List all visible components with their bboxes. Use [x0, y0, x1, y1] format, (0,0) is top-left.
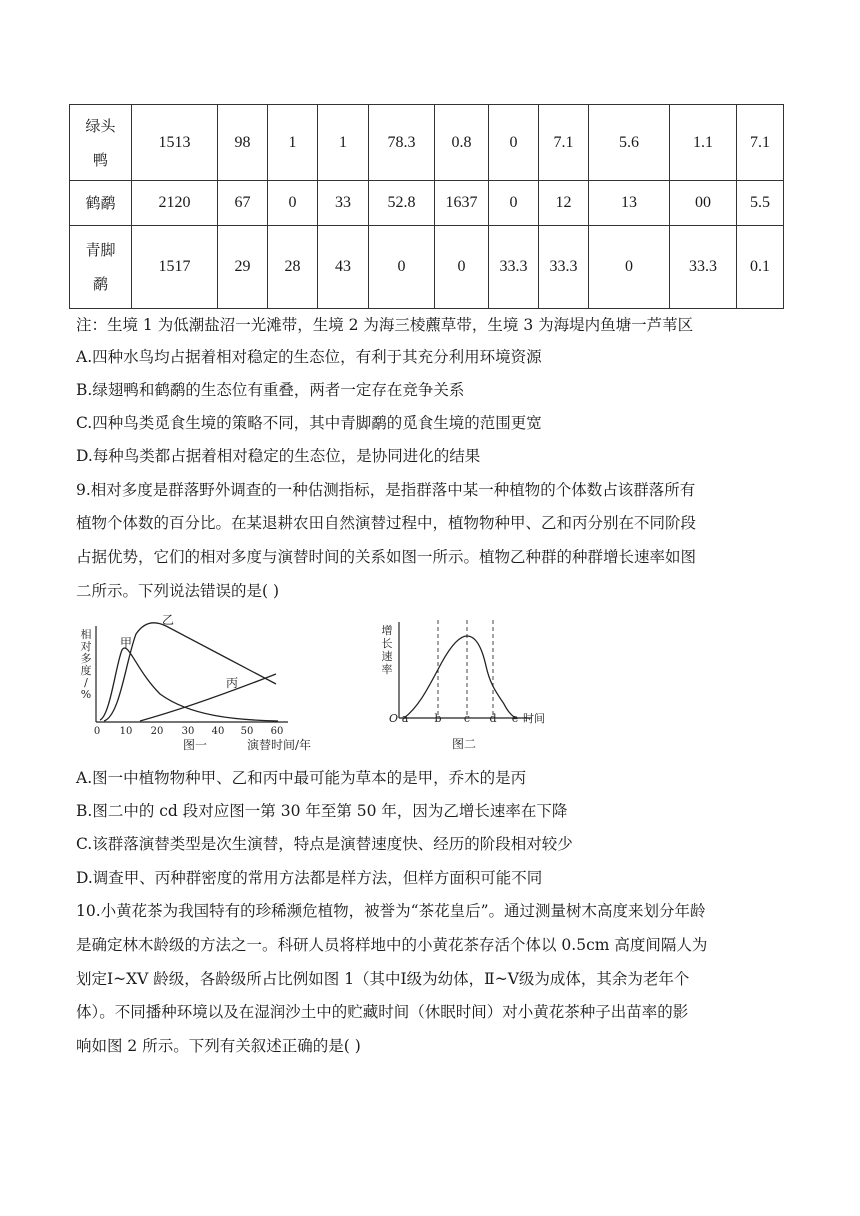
table-row [70, 181, 784, 226]
x-tick-label: e [511, 712, 519, 725]
table-cell: 67 [218, 181, 268, 226]
q9-option-b: B.图二中的 cd 段对应图一第 30 年至第 50 年，因为乙增长速率在下降 [76, 802, 568, 820]
table-cell: 1 [318, 105, 369, 181]
x-tick-label: 50 [240, 726, 254, 737]
q10-stem-line: 响如图 2 所示。下列有关叙述正确的是( ) [76, 1037, 361, 1055]
table-cell: 52.8 [369, 181, 435, 226]
q8-option-d: D.每种鸟类都占据着相对稳定的生态位，是协同进化的结果 [76, 447, 481, 465]
origin-label: O [389, 712, 399, 725]
label-yi: 乙 [162, 613, 175, 627]
q8-option-b: B.绿翅鸭和鹤鹬的生态位有重叠，两者一定存在竞争关系 [76, 381, 465, 399]
x-tick-label: 60 [270, 726, 284, 737]
svg-text:长: 长 [381, 637, 393, 650]
x-tick-label: 0 [93, 726, 101, 737]
table-cell: 1.1 [670, 105, 737, 181]
q8-option-a: A.四种水鸟均占据着相对稳定的生态位，有利于其充分利用环境资源 [76, 348, 542, 366]
x-tick-label: c [463, 712, 471, 725]
figure-2-growth-rate-graph [372, 614, 562, 758]
x-tick-label: 40 [211, 726, 225, 737]
svg-text:/: / [84, 676, 88, 689]
table-cell: 98 [218, 105, 268, 181]
bird-data-table [69, 104, 784, 309]
table-cell: 33.3 [539, 226, 589, 309]
table-cell: 1517 [132, 226, 218, 309]
q9-option-c: C.该群落演替类型是次生演替，特点是演替速度快、经历的阶段相对较少 [76, 835, 573, 853]
x-tick-label: d [489, 712, 497, 725]
growth-rate-curve [404, 636, 516, 718]
table-cell: 78.3 [369, 105, 435, 181]
table-cell: 绿头 鸭 [70, 105, 132, 181]
table-cell: 0 [435, 226, 489, 309]
svg-text:对: 对 [80, 640, 92, 653]
table-cell: 5.6 [589, 105, 670, 181]
q10-stem-line: 10.小黄花茶为我国特有的珍稀濒危植物，被誉为“茶花皇后”。通过测量树木高度来划分年龄 [76, 902, 706, 920]
svg-text:增: 增 [381, 624, 393, 637]
table-cell: 7.1 [539, 105, 589, 181]
q9-stem-line: 植物个体数的百分比。在某退耕农田自然演替过程中，植物物种甲、乙和丙分别在不同阶段 [76, 514, 697, 532]
q8-option-c: C.四种鸟类觅食生境的策略不同，其中青脚鹬的觅食生境的范围更宽 [76, 414, 542, 432]
x-tick-label: 10 [119, 726, 133, 737]
x-tick-label: 30 [181, 726, 195, 737]
table-cell: 7.1 [737, 105, 784, 181]
figure-2-y-label [382, 624, 393, 676]
table-cell: 青脚 鹬 [70, 226, 132, 309]
q9-stem-line: 二所示。下列说法错误的是( ) [76, 582, 280, 600]
figure-2-guide-lines [438, 620, 493, 718]
label-bing: 丙 [226, 676, 239, 690]
table-cell: 33.3 [489, 226, 539, 309]
table-cell: 0.1 [737, 226, 784, 309]
table-cell: 33 [318, 181, 369, 226]
q9-stem-line: 占据优势，它们的相对多度与演替时间的关系如图一所示。植物乙种群的种群增长速率如图 [76, 548, 697, 566]
q10-stem-line: 体）。不同播种环境以及在湿润沙土中的贮藏时间（休眠时间）对小黄花茶种子出苗率的影 [76, 1003, 689, 1021]
table-cell: 28 [268, 226, 318, 309]
figure-1-x-ticks [94, 726, 284, 737]
table-cell: 0 [589, 226, 670, 309]
q9-stem-line: 9.相对多度是群落野外调查的一种估测指标，是指群落中某一种植物的个体数占该群落所有 [76, 481, 696, 499]
q9-option-a: A.图一中植物物种甲、乙和丙中最可能为草本的是甲，乔木的是丙 [76, 769, 527, 787]
svg-text:率: 率 [381, 663, 393, 676]
table-cell: 0 [489, 105, 539, 181]
figure-1-relative-abundance-graph [70, 612, 330, 758]
svg-text:多: 多 [80, 652, 92, 665]
table-cell: 0 [369, 226, 435, 309]
x-tick-label: a [401, 712, 409, 725]
table-cell: 2120 [132, 181, 218, 226]
svg-text:度: 度 [80, 664, 92, 677]
table-cell: 0 [268, 181, 318, 226]
table-row [70, 105, 784, 181]
q10-stem-line: 是确定林木龄级的方法之一。科研人员将样地中的小黄花茶存活个体以 0.5cm 高度间隔人为 [76, 936, 708, 954]
table-note: 注：生境 1 为低潮盐沼一光滩带，生境 2 为海三棱藨草带，生境 3 为海堤内鱼塘一芦苇区 [76, 316, 694, 334]
table-cell: 1637 [435, 181, 489, 226]
table-cell: 43 [318, 226, 369, 309]
svg-text:%: % [80, 688, 92, 701]
table-cell: 5.5 [737, 181, 784, 226]
table-cell: 鹤鹬 [70, 181, 132, 226]
label-jia: 甲 [120, 636, 133, 650]
table-row [70, 226, 784, 309]
table-cell: 00 [670, 181, 737, 226]
figure-1-x-label: 演替时间/年 [246, 738, 312, 752]
table-cell: 12 [539, 181, 589, 226]
table-cell: 33.3 [670, 226, 737, 309]
x-tick-label: 20 [150, 726, 164, 737]
table-cell: 29 [218, 226, 268, 309]
q10-stem-line: 划定Ⅰ~XV 龄级，各龄级所占比例如图 1（其中Ⅰ级为幼体，Ⅱ~Ⅴ级为成体，其余为老年个 [76, 970, 690, 988]
table-cell: 1513 [132, 105, 218, 181]
table-cell: 1 [268, 105, 318, 181]
curve-jia [100, 648, 278, 721]
figure-2-caption: 图二 [451, 737, 477, 751]
svg-text:相: 相 [80, 628, 92, 641]
figure-1-caption: 图一 [182, 738, 208, 752]
x-tick-label: b [434, 712, 442, 725]
svg-text:速: 速 [381, 650, 393, 663]
table-cell: 0 [489, 181, 539, 226]
table-cell: 13 [589, 181, 670, 226]
q9-option-d: D.调查甲、丙种群密度的常用方法都是样方法，但样方面积可能不同 [76, 869, 543, 887]
figure-2-x-label: 时间 [523, 712, 545, 725]
figure-1-y-label [81, 627, 92, 701]
table-cell: 0.8 [435, 105, 489, 181]
